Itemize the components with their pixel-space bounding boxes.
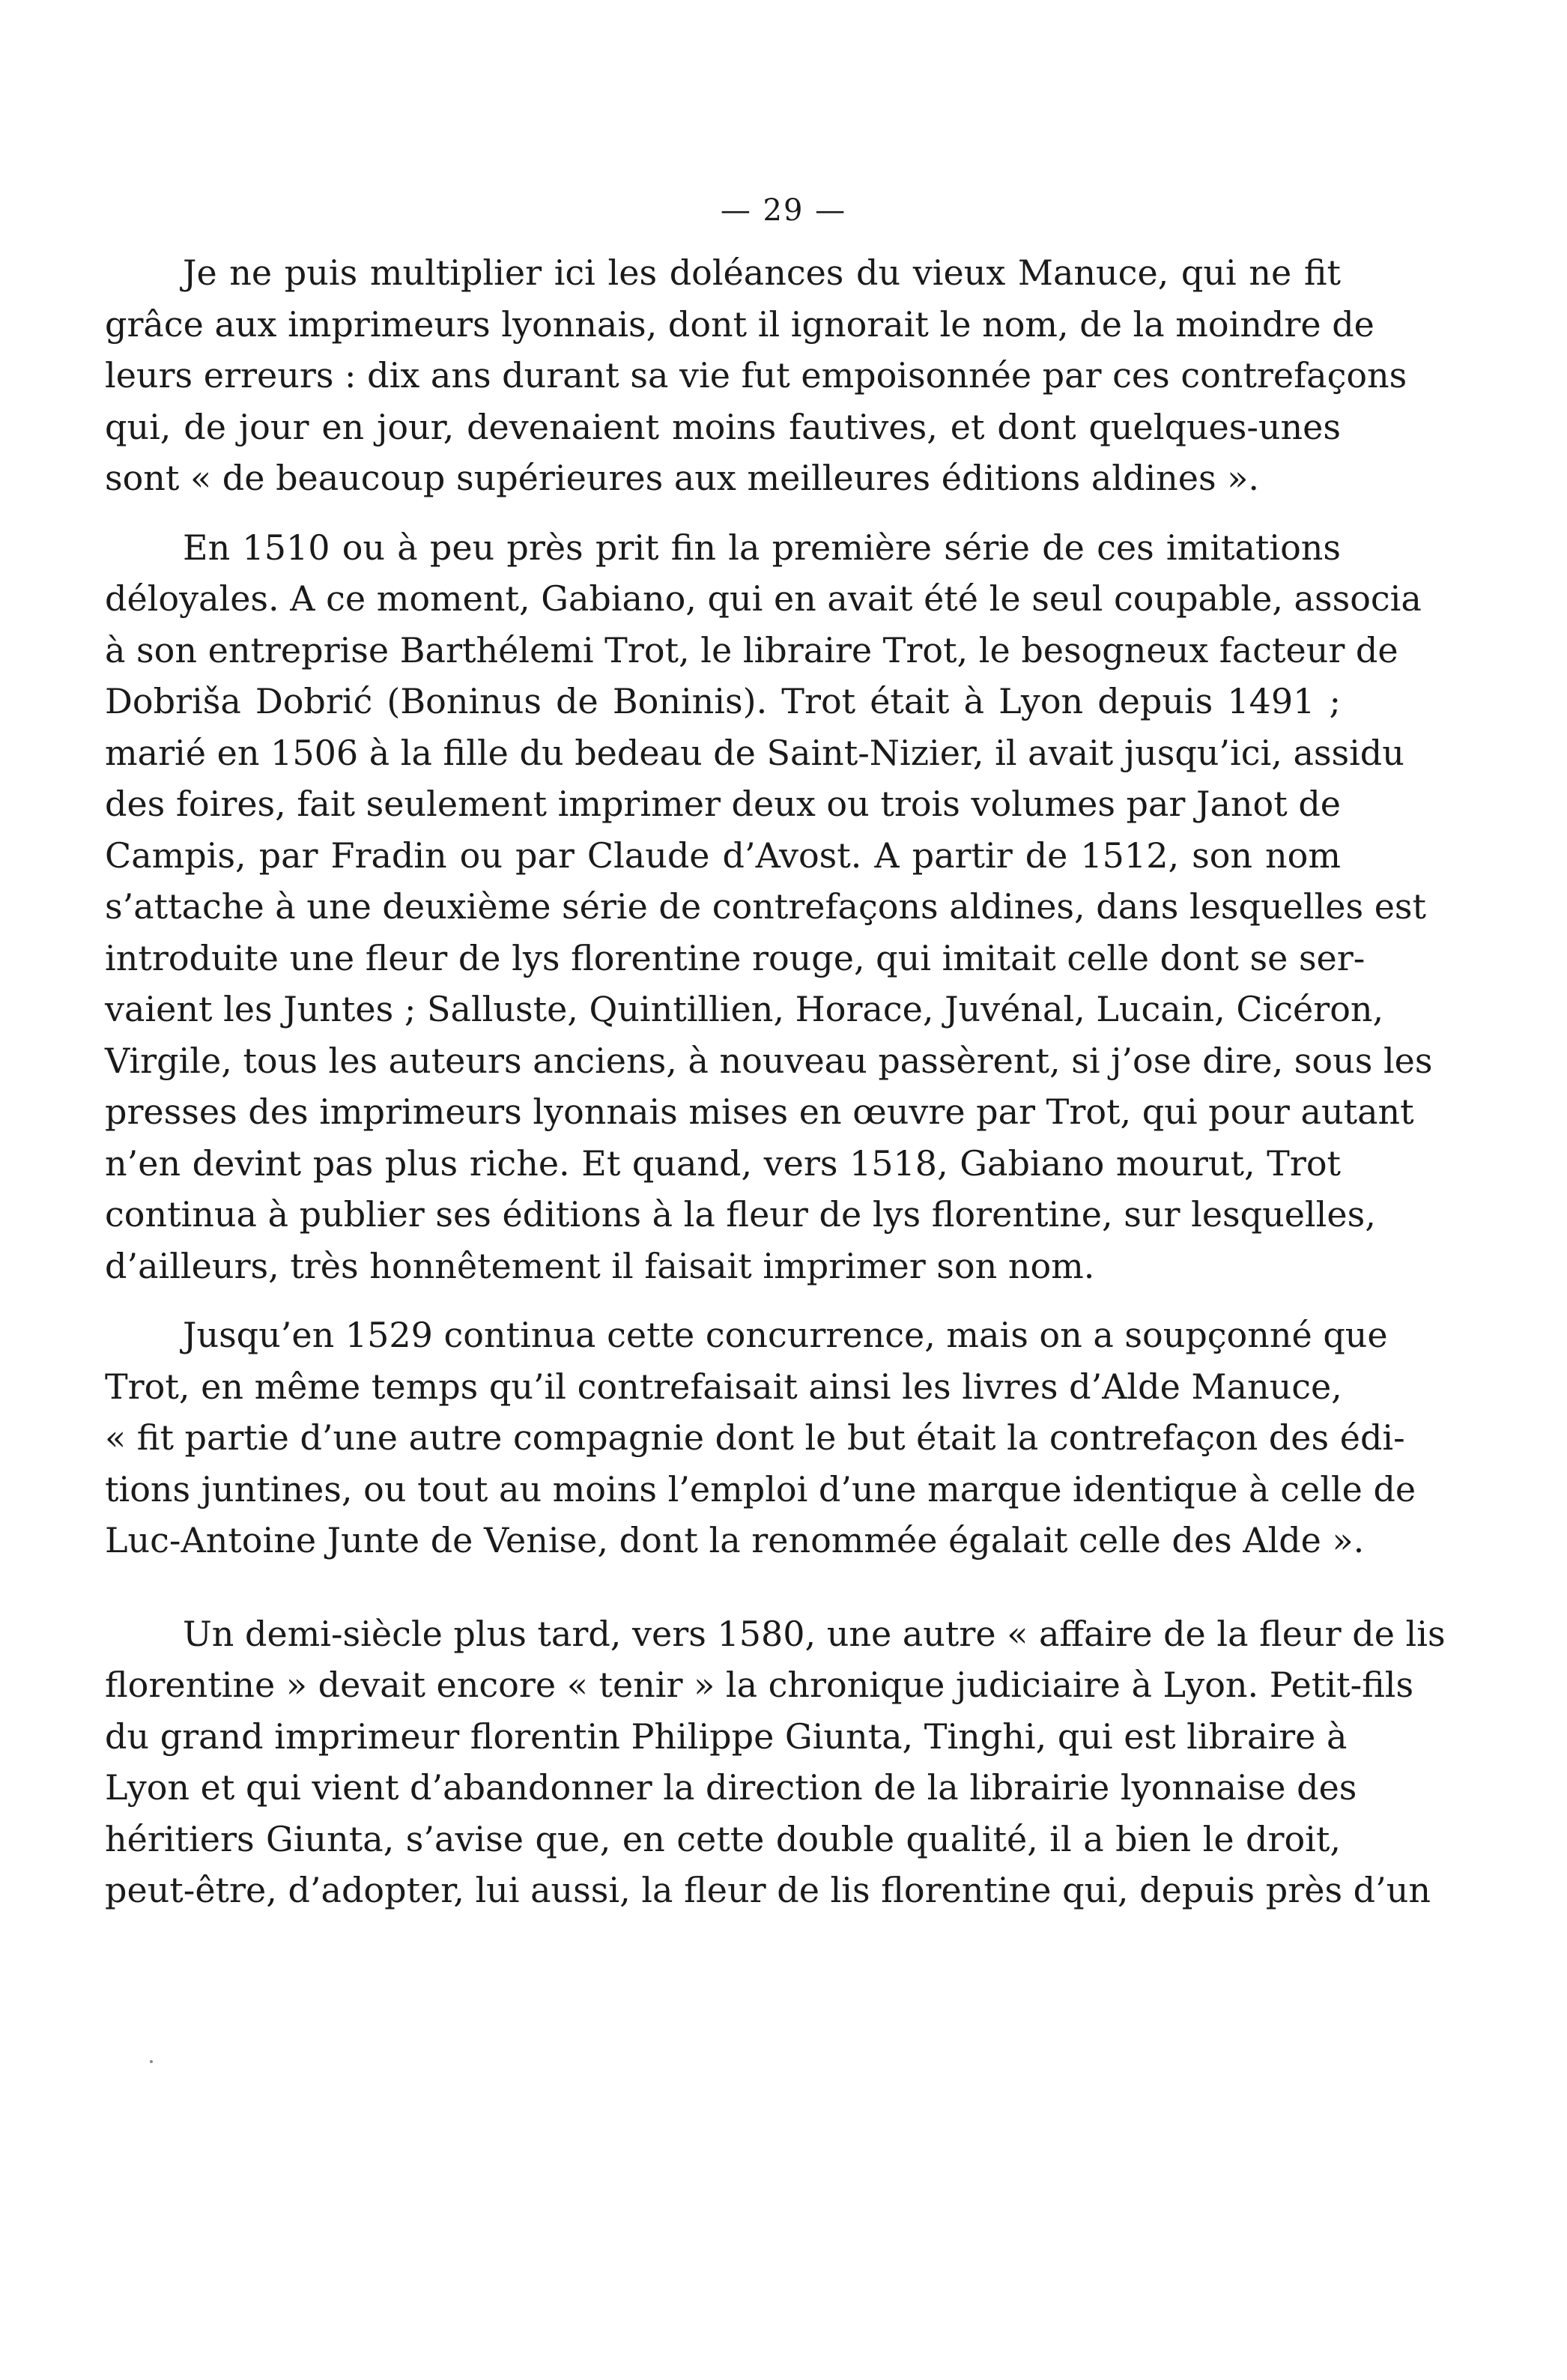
text-line: déloyales. A ce moment, Gabiano, qui en avait été le seul coupable, associa	[105, 578, 1422, 619]
text-line: qui, de jour en jour, devenaient moins fautives, et dont quelques-unes	[105, 406, 1341, 447]
paper-speck	[150, 2060, 153, 2063]
paragraph-4	[105, 1608, 1446, 1916]
text-line: d’ailleurs, très honnêtement il faisait imprimer son nom.	[105, 1245, 1095, 1286]
text-line: marié en 1506 à la fille du bedeau de Saint-Nizier, il avait jusqu’ici, assidu	[105, 732, 1404, 773]
text-line: Lyon et qui vient d’abandonner la direction de la librairie lyonnaise des	[105, 1767, 1357, 1808]
paragraph-gap	[105, 504, 1341, 522]
text-line: du grand imprimeur florentin Philippe Giunta, Tinghi, qui est libraire à	[105, 1716, 1348, 1757]
text-line: Trot, en même temps qu’il contrefaisait ainsi les livres d’Alde Manuce,	[105, 1366, 1342, 1407]
text-line: peut-être, d’adopter, lui aussi, la fleur de lis florentine qui, depuis près d’un	[105, 1870, 1431, 1910]
text-line: En 1510 ou à peu près prit fin la première série de ces imitations	[183, 527, 1341, 568]
text-line: grâce aux imprimeurs lyonnais, dont il ignorait le nom, de la moindre de	[105, 303, 1374, 345]
text-line: héritiers Giunta, s’avise que, en cette double qualité, il a bien le droit,	[105, 1818, 1341, 1859]
text-line: leurs erreurs : dix ans durant sa vie fut empoisonnée par ces contrefaçons	[105, 355, 1407, 396]
paragraph-gap	[105, 1292, 1341, 1309]
paragraph-2	[105, 522, 1433, 1292]
text-line: introduite une fleur de lys florentine rouge, qui imitait celle dont se ser-	[105, 937, 1366, 978]
text-line: Je ne puis multiplier ici les doléances du vieux Manuce, qui ne fit	[183, 252, 1341, 293]
paragraph-1	[105, 247, 1407, 504]
text-line: florentine » devait encore « tenir » la chronique judiciaire à Lyon. Petit-fils	[105, 1665, 1414, 1705]
page-number: — 29 —	[720, 193, 847, 228]
text-line: n’en devint pas plus riche. Et quand, vers 1518, Gabiano mourut, Trot	[105, 1142, 1341, 1184]
text-line: Virgile, tous les auteurs anciens, à nouveau passèrent, si j’ose dire, sous les	[105, 1040, 1433, 1081]
text-line: sont « de beaucoup supérieures aux meilleures éditions aldines ».	[105, 458, 1259, 498]
text-line: Luc-Antoine Junte de Venise, dont la renommée égalait celle des Alde ».	[105, 1520, 1365, 1560]
text-line: des foires, fait seulement imprimer deux ou trois volumes par Janot de	[105, 784, 1342, 824]
text-line: Jusqu’en 1529 continua cette concurrence, mais on a soupçonné que	[183, 1315, 1388, 1355]
text-line: tions juntines, ou tout au moins l’emploi d’une marque identique à celle de	[105, 1468, 1416, 1510]
text-line: Un demi-siècle plus tard, vers 1580, une autre « affaire de la fleur de lis	[183, 1613, 1446, 1654]
text-line: presses des imprimeurs lyonnais mises en œuvre par Trot, qui pour autant	[105, 1091, 1414, 1132]
text-line: continua à publier ses éditions à la fleur de lys florentine, sur lesquelles,	[105, 1194, 1376, 1235]
paragraph-gap	[105, 1566, 1341, 1608]
text-line: à son entreprise Barthélemi Trot, le libraire Trot, le besogneux facteur de	[105, 629, 1398, 670]
text-line: « fit partie d’une autre compagnie dont le but était la contrefaçon des édi-	[105, 1417, 1405, 1458]
paragraph-3	[105, 1309, 1416, 1566]
text-line: Dobriša Dobrić (Boninus de Boninis). Trot était à Lyon depuis 1491 ;	[105, 681, 1341, 721]
text-line: Campis, par Fradin ou par Claude d’Avost. A partir de 1512, son nom	[105, 835, 1341, 876]
text-line: s’attache à une deuxième série de contrefaçons aldines, dans lesquelles est	[105, 886, 1427, 927]
text-line: vaient les Juntes ; Salluste, Quintillien, Horace, Juvénal, Lucain, Cicéron,	[105, 989, 1384, 1029]
body-text	[105, 247, 1446, 1916]
